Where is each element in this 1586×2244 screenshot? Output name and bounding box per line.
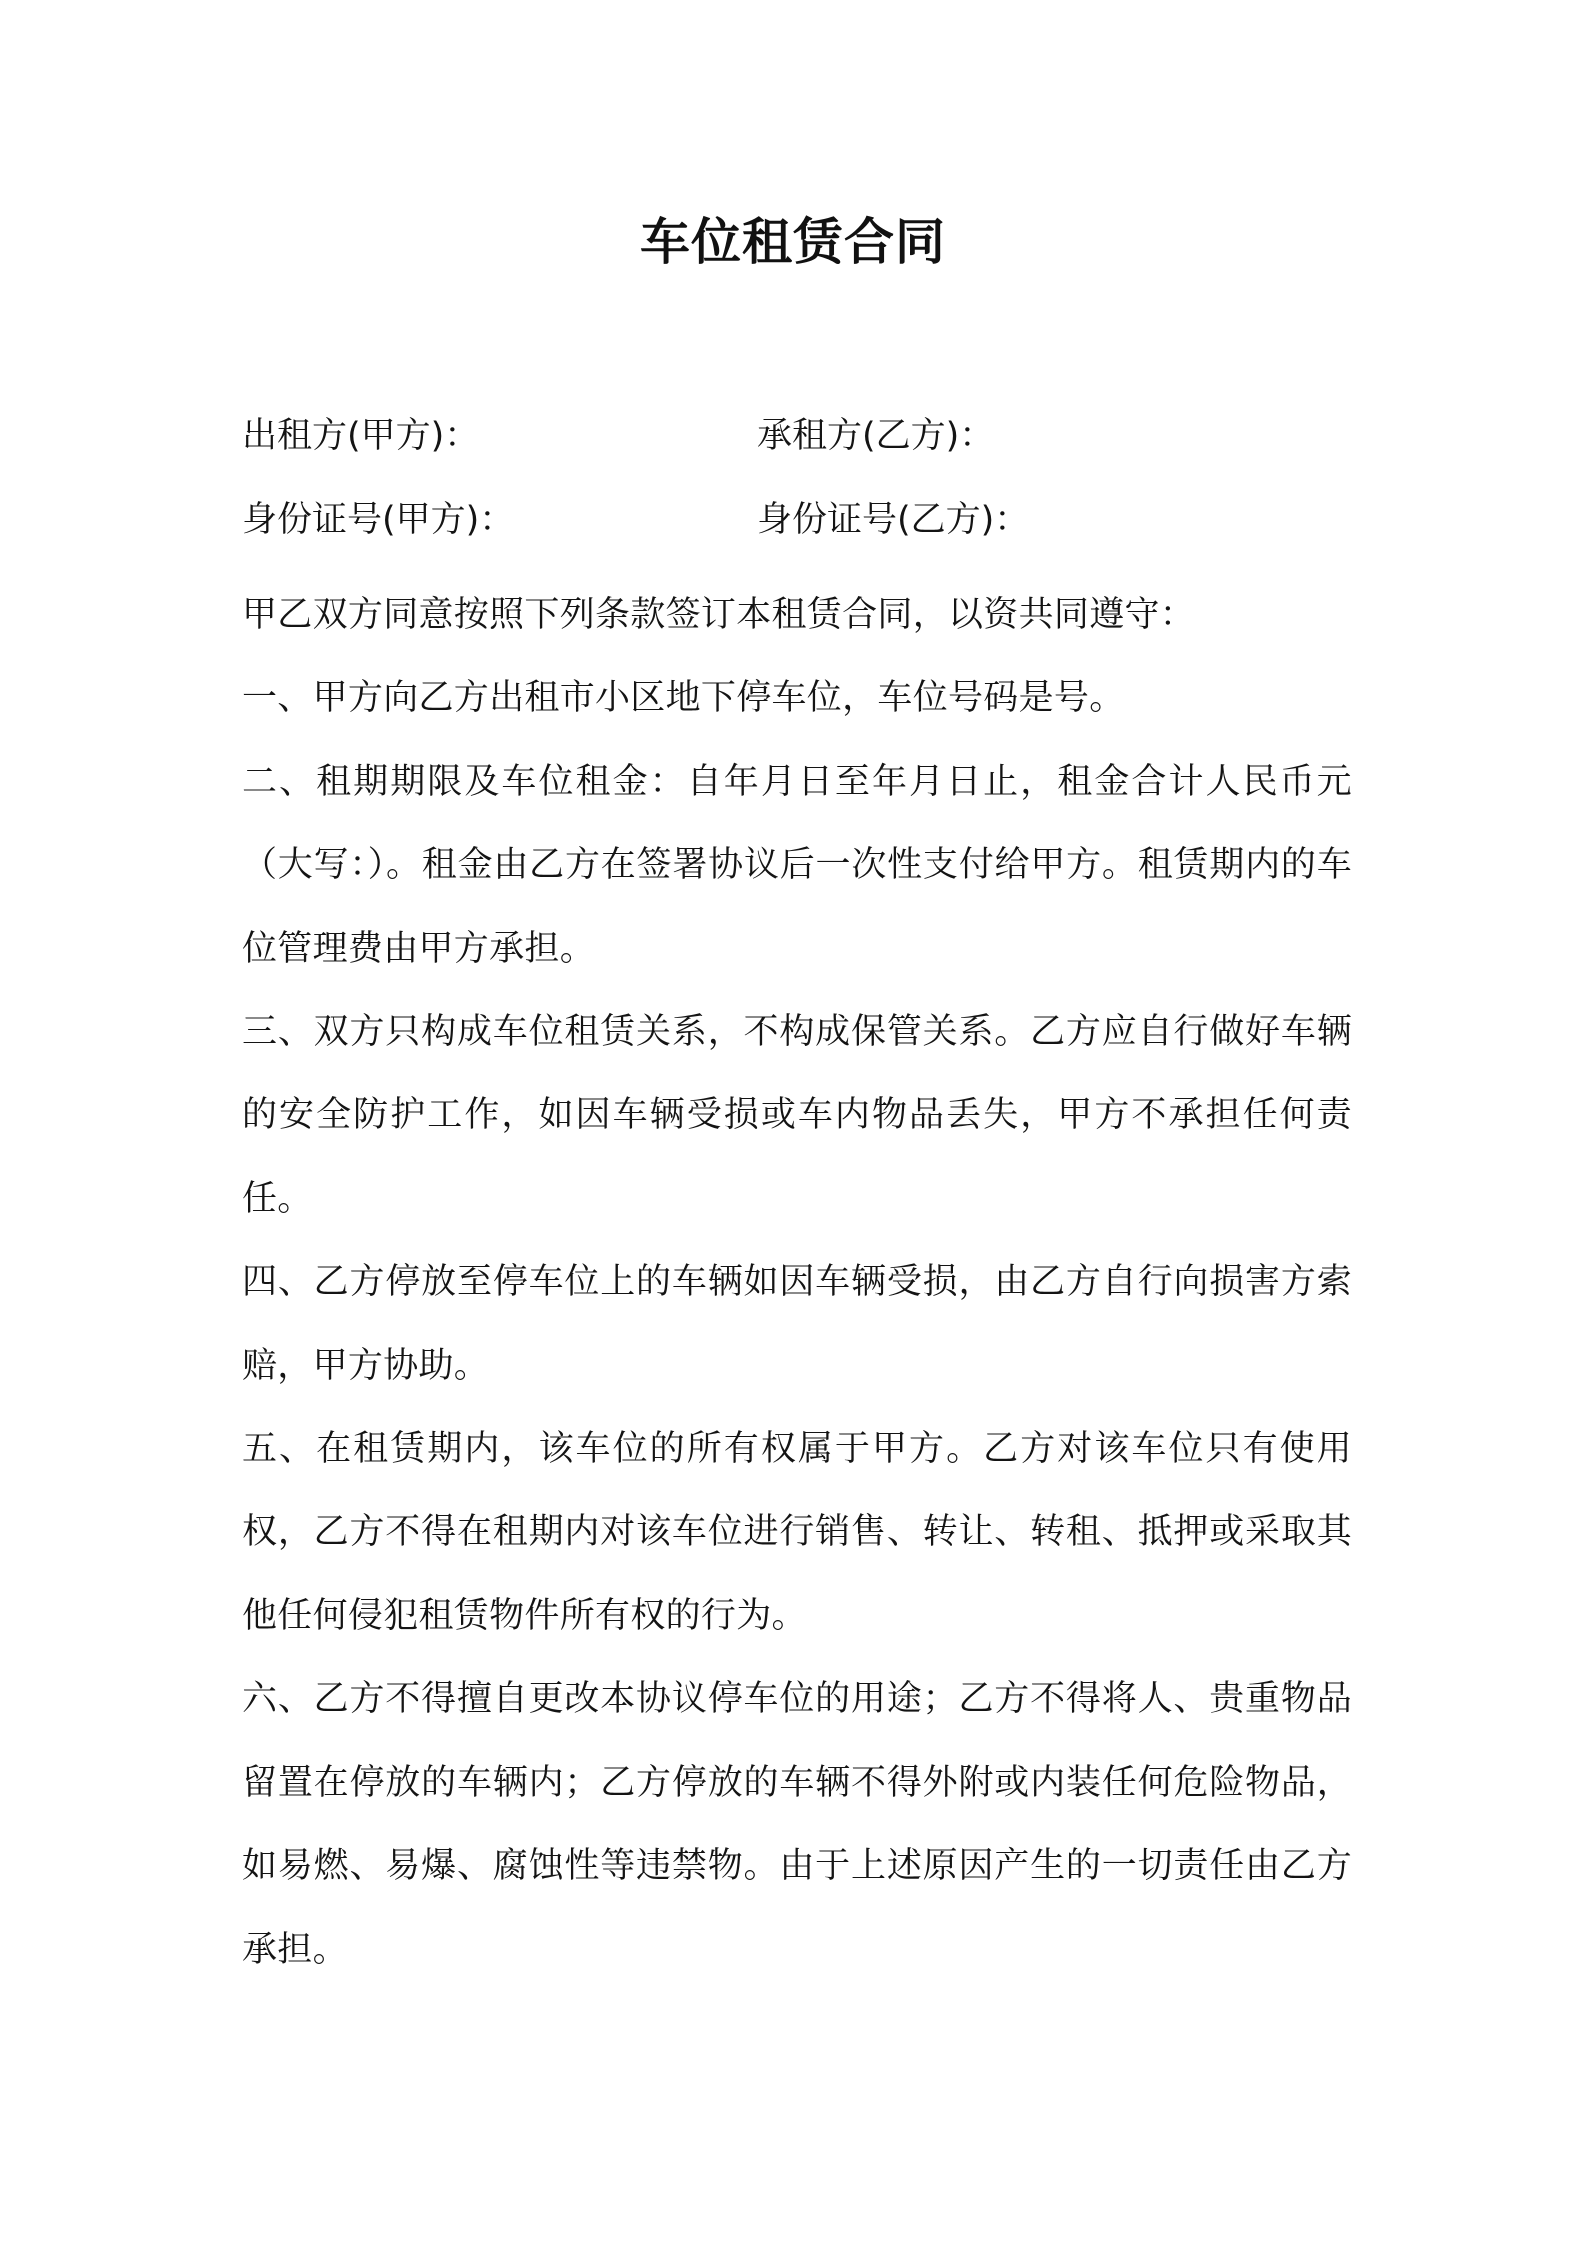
clause-1: 一、甲方向乙方出租市小区地下停车位，车位号码是号。 <box>242 678 1125 719</box>
clause-5: 五、在租赁期内，该车位的所有权属于甲方。乙方对该车位只有使用权，乙方不得在租期内对该车位进行销售、转让、转租、抵押或采取其他任何侵犯租赁物件所有权的行为。 <box>242 1429 1352 1636</box>
party-row-ids <box>242 492 1362 548</box>
clause-3: 三、双方只构成车位租赁关系，不构成保管关系。乙方应自行做好车辆的安全防护工作，如因车辆受损或车内物品丢失，甲方不承担任何责任。 <box>242 1012 1352 1219</box>
document-title: 车位租赁合同 <box>640 213 946 271</box>
lessee-label: 承租方(乙方)： <box>757 416 995 456</box>
clause-6: 六、乙方不得擅自更改本协议停车位的用途；乙方不得将人、贵重物品留置在停放的车辆内；乙方停放的车辆不得外附或内装任何危险物品，如易燃、易爆、腐蚀性等违禁物。由于上述原因产生的一切责任由乙方承担。 <box>242 1679 1352 1970</box>
lessor-label: 出租方(甲方)： <box>242 416 480 456</box>
party-row-names <box>242 408 1362 464</box>
contract-body <box>242 574 1352 1992</box>
lessor-id-label: 身份证号(甲方)： <box>242 500 515 540</box>
intro-paragraph: 甲乙双方同意按照下列条款签订本租赁合同，以资共同遵守： <box>242 595 1196 635</box>
clause-4: 四、乙方停放至停车位上的车辆如因车辆受损，由乙方自行向损害方索赔，甲方协助。 <box>242 1262 1352 1386</box>
clause-2: 二、租期期限及车位租金：自年月日至年月日止，租金合计人民币元（大写：）。租金由乙方在签署协议后一次性支付给甲方。租赁期内的车位管理费由甲方承担。 <box>242 761 1352 969</box>
lessee-id-label: 身份证号(乙方)： <box>757 500 1030 540</box>
